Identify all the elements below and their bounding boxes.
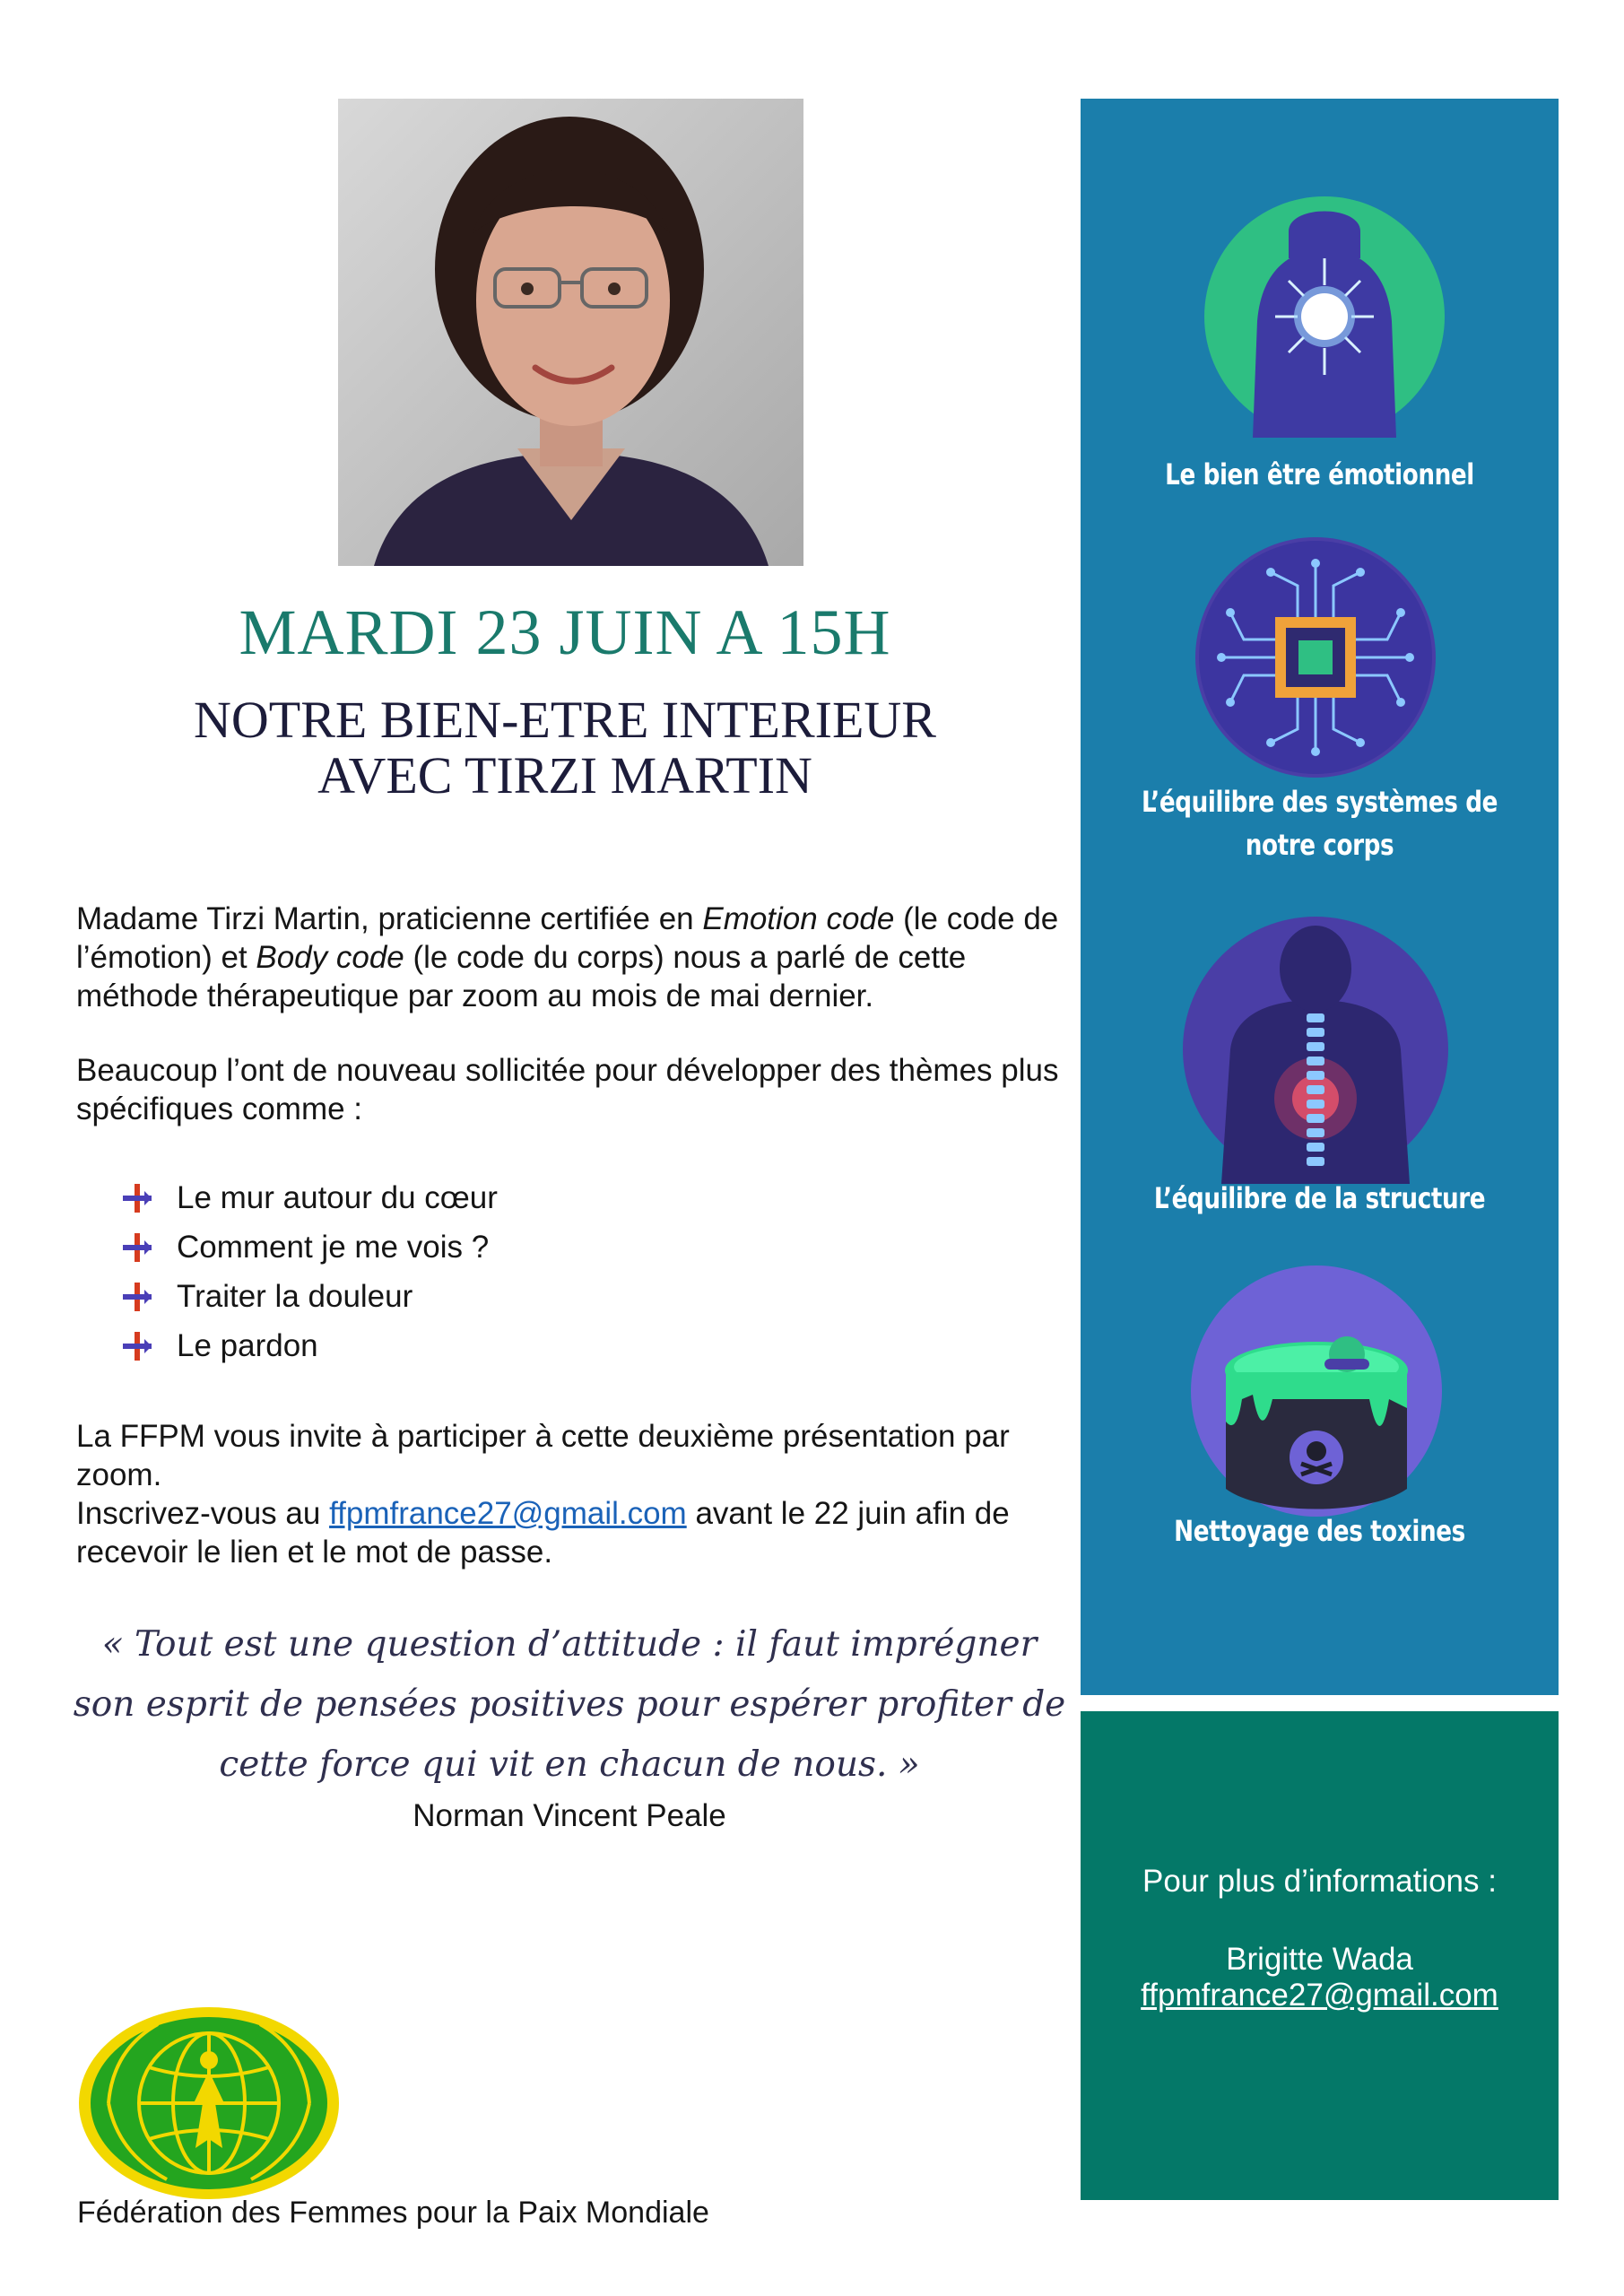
- arrow-bullet-icon: [121, 1231, 153, 1264]
- toxic-cauldron-icon: [1190, 1265, 1443, 1518]
- ffpm-logo: [77, 2005, 342, 2202]
- quote: [72, 1614, 1067, 1795]
- quote-line: « Tout est une question d’attitude : il faut imprégner: [101, 1624, 1038, 1665]
- glowing-chest-icon: [1203, 196, 1446, 438]
- arrow-bullet-icon: [121, 1330, 153, 1362]
- topic-title-emotional: Le bien être émotionnel: [1165, 457, 1474, 491]
- intro-text-1: Madame Tirzi Martin, praticienne certifiée en: [76, 901, 703, 936]
- event-subtitle: [72, 692, 1058, 804]
- intro-emphasis-2: Body code: [256, 940, 404, 975]
- spine-icon: [1181, 915, 1450, 1184]
- speaker-photo: [338, 99, 803, 566]
- topic-title-body-systems-2: notre corps: [1245, 828, 1394, 862]
- list-item: [121, 1222, 1018, 1272]
- list-item: [121, 1173, 1018, 1222]
- contact-name: Brigitte Wada: [1226, 1942, 1413, 1977]
- intro-paragraph: [76, 900, 1072, 1015]
- register-text-end: avant le 22 juin afin de recevoir le lien et le mot de passe.: [76, 1496, 1010, 1570]
- subtitle-line-1: NOTRE BIEN-ETRE INTERIEUR: [194, 691, 936, 749]
- intro-text-3: (le code du corps) nous a parlé de cette méthode thérapeutique par zoom au mois de mai dernier.: [76, 940, 967, 1013]
- intro-text-2: (le code de l’émotion) et: [76, 901, 1059, 975]
- list-item: [121, 1321, 1018, 1370]
- arrow-bullet-icon: [121, 1182, 153, 1214]
- topic-title-structure: L’équilibre de la structure: [1153, 1181, 1486, 1215]
- topics-sidebar: [1081, 99, 1559, 1695]
- list-item-label: Le pardon: [177, 1327, 318, 1363]
- list-item: [121, 1272, 1018, 1321]
- themes-list: [121, 1173, 1018, 1370]
- topic-title-detox: Nettoyage des toxines: [1174, 1514, 1465, 1548]
- list-item-label: Traiter la douleur: [177, 1278, 413, 1314]
- event-date-title: MARDI 23 JUIN A 15H: [239, 596, 891, 668]
- list-item-label: Comment je me vois ?: [177, 1229, 490, 1265]
- subtitle-line-2: AVEC TIRZI MARTIN: [317, 746, 812, 804]
- quote-line: cette force qui vit en chacun de nous. »: [219, 1744, 920, 1785]
- quote-author: Norman Vincent Peale: [413, 1798, 726, 1833]
- contact-heading: Pour plus d’informations :: [1142, 1864, 1497, 1899]
- microchip-icon: [1194, 536, 1437, 778]
- topic-title-body-systems-1: L’équilibre des systèmes de: [1142, 785, 1498, 819]
- contact-email-link[interactable]: ffpmfrance27@gmail.com: [1141, 1978, 1498, 2013]
- list-item-label: Le mur autour du cœur: [177, 1179, 498, 1215]
- contact-info-box: [1081, 1711, 1559, 2200]
- invitation-paragraph: [76, 1417, 1072, 1571]
- arrow-bullet-icon: [121, 1281, 153, 1313]
- organization-name: Fédération des Femmes pour la Paix Mondiale: [77, 2196, 709, 2230]
- register-email-link[interactable]: ffpmfrance27@gmail.com: [329, 1496, 687, 1531]
- themes-paragraph: Beaucoup l’ont de nouveau sollicitée pour développer des thèmes plus spécifiques comme :: [76, 1053, 1059, 1126]
- invitation-text: La FFPM vous invite à participer à cette deuxième présentation par zoom.: [76, 1419, 1010, 1492]
- intro-emphasis-1: Emotion code: [702, 901, 895, 936]
- register-text: Inscrivez-vous au: [76, 1496, 330, 1531]
- quote-line: son esprit de pensées positives pour espérer profiter de: [73, 1684, 1066, 1725]
